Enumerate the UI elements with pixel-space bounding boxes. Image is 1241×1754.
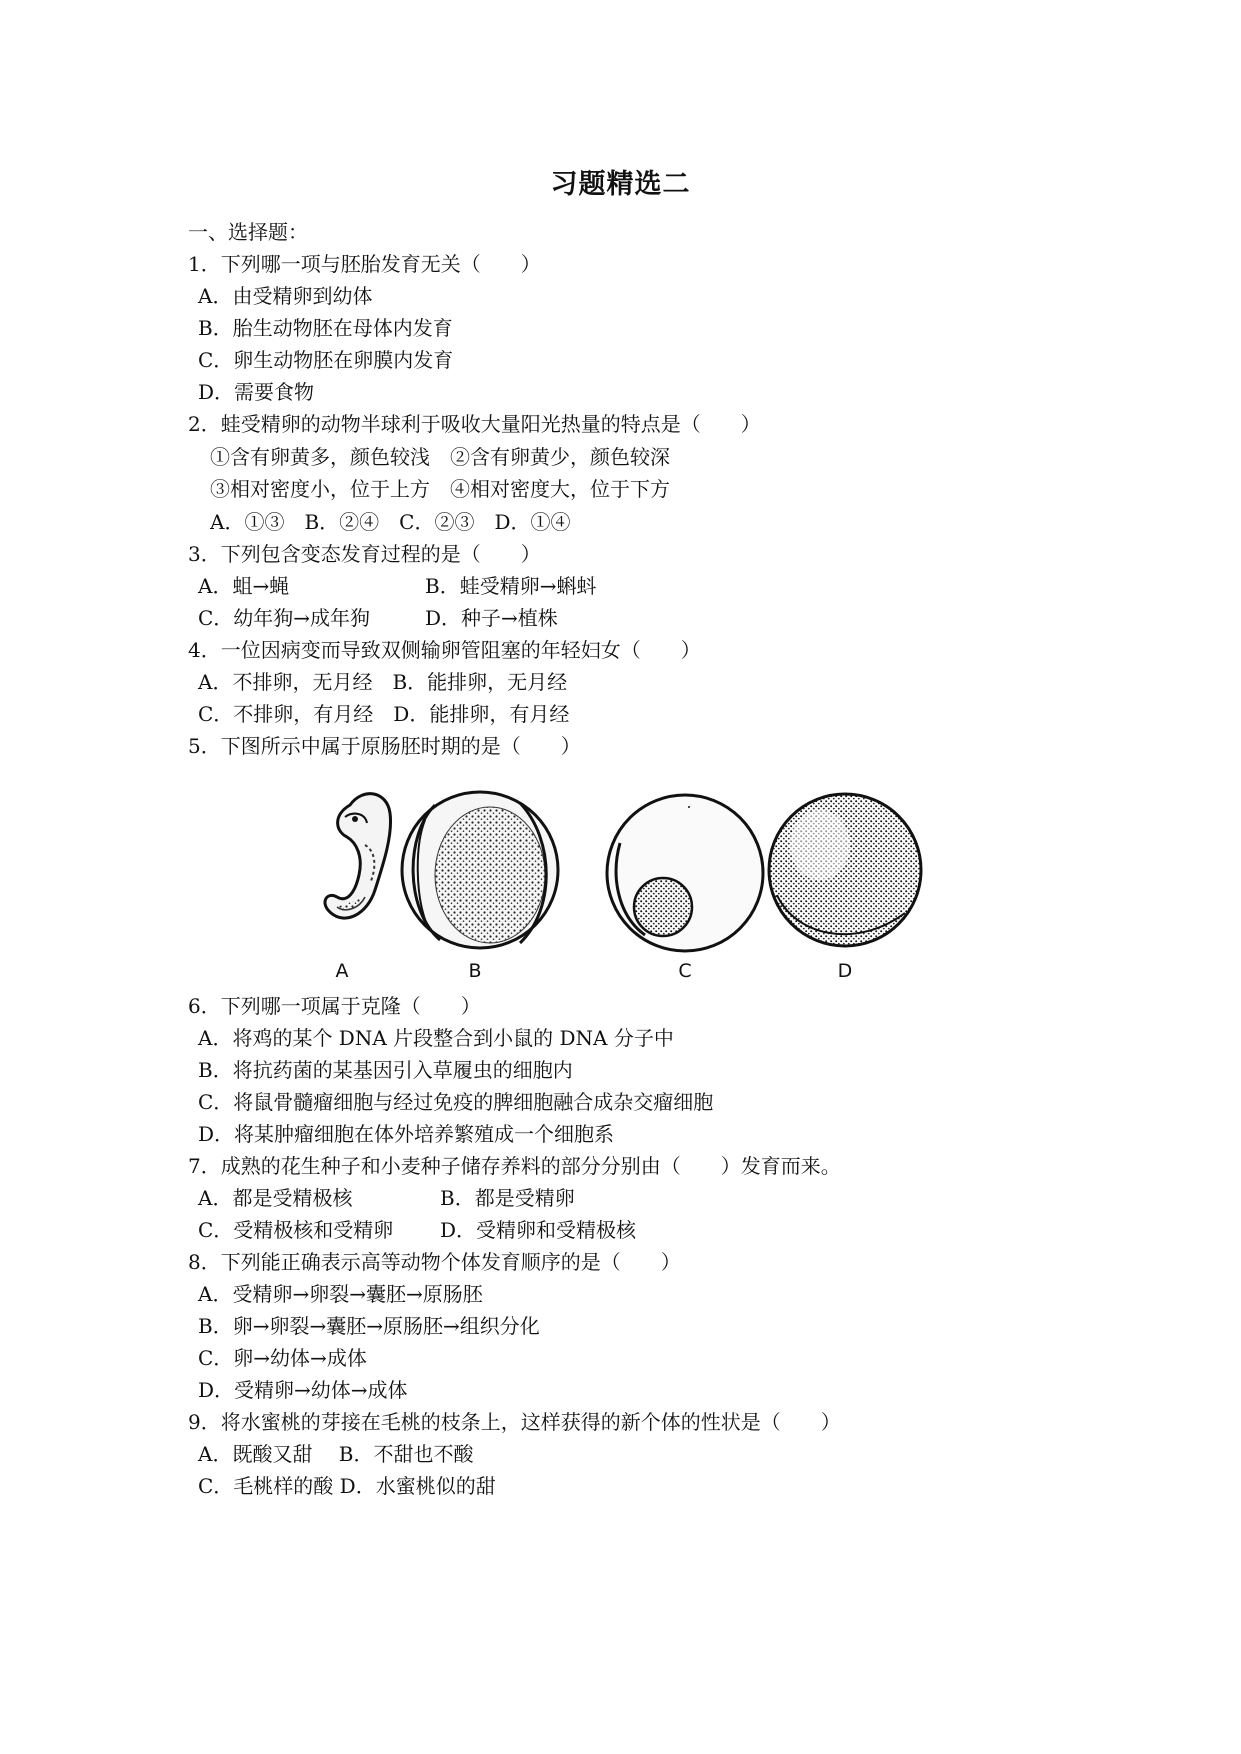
q1-option-b: B．胎生动物胚在母体内发育 <box>198 316 453 340</box>
q7-option-b: B．都是受精卵 <box>440 1186 575 1210</box>
q6-option-d: D．将某肿瘤细胞在体外培养繁殖成一个细胞系 <box>198 1122 615 1146</box>
q1-stem: 1．下列哪一项与胚胎发育无关（ ） <box>188 252 541 276</box>
q6-option-c: C．将鼠骨髓瘤细胞与经过免疫的脾细胞融合成杂交瘤细胞 <box>198 1090 714 1114</box>
q5-stem: 5．下图所示中属于原肠胚时期的是（ ） <box>188 734 581 758</box>
figure-d-embryo <box>769 794 921 946</box>
figure-label-a: A <box>335 960 349 982</box>
figure-label-c: C <box>678 960 692 982</box>
q9-options-cd: C．毛桃样的酸 D．水蜜桃似的甜 <box>198 1474 496 1498</box>
q7-option-a: A．都是受精极核 <box>198 1186 353 1210</box>
q6-option-a: A．将鸡的某个 DNA 片段整合到小鼠的 DNA 分子中 <box>198 1026 674 1050</box>
embryo-figure <box>315 785 935 995</box>
q4-options-cd: C．不排卵，有月经 D．能排卵，有月经 <box>198 702 570 726</box>
q1-option-c: C．卵生动物胚在卵膜内发育 <box>198 348 454 372</box>
q8-option-a: A．受精卵→卵裂→囊胚→原肠胚 <box>198 1282 483 1306</box>
q2-options: A．①③ B．②④ C．②③ D．①④ <box>210 510 571 534</box>
q1-option-d: D．需要食物 <box>198 380 315 404</box>
q7-option-d: D．受精卵和受精极核 <box>440 1218 637 1242</box>
q2-statements-2: ③相对密度小，位于上方 ④相对密度大，位于下方 <box>210 477 670 501</box>
section-heading: 一、选择题： <box>188 220 308 244</box>
q9-options-ab: A．既酸又甜 B．不甜也不酸 <box>198 1442 474 1466</box>
q1-option-a: A．由受精卵到幼体 <box>198 284 373 308</box>
q3-option-d: D．种子→植株 <box>425 606 558 630</box>
page-title: 习题精选二 <box>550 169 691 200</box>
q6-option-b: B．将抗药菌的某基因引入草履虫的细胞内 <box>198 1058 573 1082</box>
figure-c-embryo <box>607 795 763 951</box>
q3-option-c: C．幼年狗→成年狗 <box>198 606 371 630</box>
q9-stem: 9．将水蜜桃的芽接在毛桃的枝条上，这样获得的新个体的性状是（ ） <box>188 1410 841 1434</box>
figure-b-embryo <box>402 792 558 948</box>
embryo-illustrations <box>315 785 935 960</box>
q3-option-b: B．蛙受精卵→蝌蚪 <box>425 574 597 598</box>
figure-label-d: D <box>837 960 853 982</box>
q8-option-b: B．卵→卵裂→囊胚→原肠胚→组织分化 <box>198 1314 540 1338</box>
figure-label-b: B <box>468 960 482 982</box>
q8-stem: 8．下列能正确表示高等动物个体发育顺序的是（ ） <box>188 1250 681 1274</box>
figure-a-embryo <box>325 794 391 918</box>
q6-stem: 6．下列哪一项属于克隆（ ） <box>188 994 481 1018</box>
q7-option-c: C．受精极核和受精卵 <box>198 1218 394 1242</box>
q8-option-c: C．卵→幼体→成体 <box>198 1346 367 1370</box>
q7-stem: 7．成熟的花生种子和小麦种子储存养料的部分分别由（ ）发育而来。 <box>188 1154 841 1178</box>
q4-options-ab: A．不排卵，无月经 B．能排卵，无月经 <box>198 670 568 694</box>
q8-option-d: D．受精卵→幼体→成体 <box>198 1378 408 1402</box>
q4-stem: 4．一位因病变而导致双侧输卵管阻塞的年轻妇女（ ） <box>188 638 701 662</box>
q2-stem: 2．蛙受精卵的动物半球利于吸收大量阳光热量的特点是（ ） <box>188 412 761 436</box>
q3-option-a: A．蛆→蝇 <box>198 574 290 598</box>
q2-statements-1: ①含有卵黄多，颜色较浅 ②含有卵黄少，颜色较深 <box>210 445 670 469</box>
q3-stem: 3．下列包含变态发育过程的是（ ） <box>188 542 541 566</box>
